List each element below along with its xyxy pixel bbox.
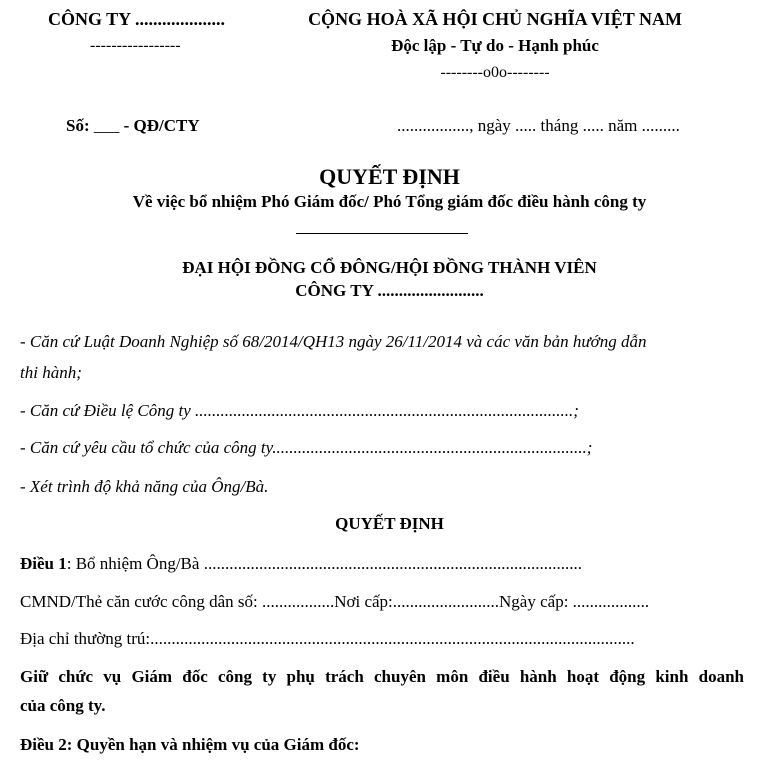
basis-requirement: - Căn cứ yêu cầu tổ chức của công ty..........................................................................; (20, 438, 593, 457)
company-rule: ----------------- (90, 37, 181, 54)
article-1-label: Điều 1 (20, 554, 67, 573)
basis-charter: - Căn cứ Điều lệ Công ty .........................................................................................; (20, 401, 579, 420)
basis-law-line-1: - Căn cứ Luật Doanh Nghiệp số 68/2014/QH13 ngày 26/11/2014 và các văn bản hướng dẫn (20, 332, 647, 351)
motto: Độc lập - Tự do - Hạnh phúc (391, 36, 599, 55)
date-line: ................., ngày ..... tháng ..... năm ......... (397, 116, 680, 135)
document-subject: Về việc bổ nhiệm Phó Giám đốc/ Phó Tổng giám đốc điều hành công ty (132, 192, 647, 211)
number-label: Số: (66, 116, 90, 135)
position-line-1: Giữ chức vụ Giám đốc công ty phụ trách chuyên môn điều hành hoạt động kinh doanh (20, 667, 744, 686)
title-divider (296, 233, 468, 234)
document-title: QUYẾT ĐỊNH (319, 164, 460, 189)
decision-heading: QUYẾT ĐỊNH (335, 514, 444, 533)
authority-line-1: ĐẠI HỘI ĐỒNG CỔ ĐÔNG/HỘI ĐỒNG THÀNH VIÊN (182, 258, 597, 277)
number-blank: ___ (93, 116, 120, 135)
basis-law-line-2: thi hành; (20, 363, 82, 382)
authority-line-2: CÔNG TY ......................... (295, 281, 484, 300)
motto-rule: --------o0o-------- (440, 64, 550, 81)
id-card-line: CMND/Thẻ căn cước công dân số: .................Nơi cấp:.........................Ngày cấp: .................. (20, 592, 650, 611)
article-2: Điều 2: Quyền hạn và nhiệm vụ của Giám đốc: (20, 735, 360, 754)
decision-number (66, 116, 200, 136)
article-1-text: : Bổ nhiệm Ông/Bà ......................................................................................... (66, 554, 582, 573)
nation-title: CỘNG HOÀ XÃ HỘI CHỦ NGHĨA VIỆT NAM (308, 9, 682, 29)
position-line-2: của công ty. (20, 696, 106, 715)
company-name: CÔNG TY .................... (48, 9, 226, 29)
article-1 (20, 554, 582, 574)
basis-consideration: - Xét trình độ khả năng của Ông/Bà. (20, 477, 269, 496)
address-line: Địa chỉ thường trú:.................................................................................................................. (20, 629, 635, 648)
number-suffix: - QĐ/CTY (123, 116, 200, 135)
